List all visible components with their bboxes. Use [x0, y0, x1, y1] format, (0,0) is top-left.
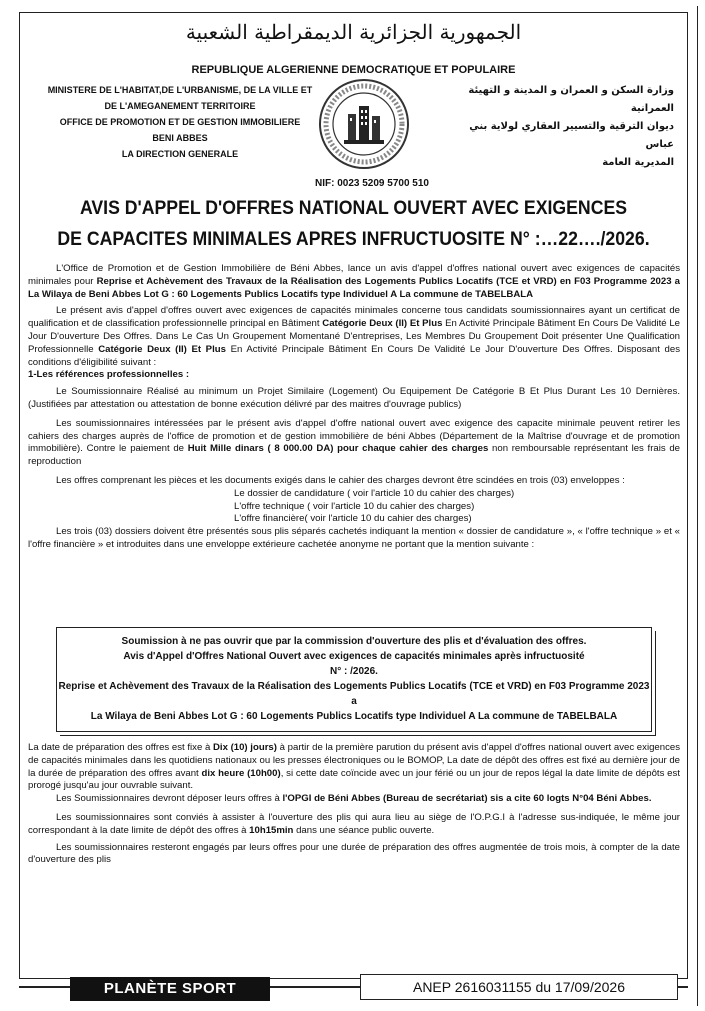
paragraph [28, 742, 680, 793]
text-span: En Activité Principale Bâtiment En Cours De Validité Le Jour D'ouverture Des Offres. Dans Le Cas Un Groupement Momentané D'entreprises, Les Membres Du Groupement Doit présenter Une Qualification Professionnelle [28, 318, 681, 355]
opgi-seal-icon [318, 78, 410, 170]
paragraph: Les soumissionnaires resteront engagés par leurs offres pour une durée de préparation des offres augmentée de trois mois, à compter de la date d'ouverture des plis [28, 841, 680, 866]
bold-span: Catégorie Deux (II) Et Plus [98, 343, 226, 355]
envelope-item: L'offre technique ( voir l'article 10 du cahier des charges) [234, 500, 475, 512]
section-heading [28, 369, 680, 382]
section-label: PLANÈTE SPORT [70, 977, 270, 1001]
ministry-line-ar: المديرية العامة [602, 157, 674, 168]
nif-number: NIF: 0023 5209 5700 510 [315, 178, 429, 189]
paragraph [28, 305, 680, 369]
bold-span: 10h15min [249, 824, 294, 836]
notice-body-2 [28, 742, 680, 867]
ministry-line: BENI ABBES [152, 133, 208, 143]
box-line: Avis d'Appel d'Offres National Ouvert avec exigences de capacités minimales après infructuosité [123, 651, 585, 662]
envelope-item: Le dossier de candidature ( voir l'article 10 du cahier des charges) [234, 487, 515, 499]
text-span: dans une séance public ouverte. [293, 824, 435, 836]
text-span: non remboursable représentant les frais de reproduction [28, 443, 680, 468]
ministry-block-ar [440, 82, 674, 172]
paragraph: Les trois (03) dossiers doivent être présentés sous plis séparés cachetés indiquant la mention « dossier de candidature », « l'offre technique » et « l'offre financière » et introduites dans une enveloppe extérieure cachetée anonyme ne portant que la mention suivante : [28, 526, 680, 550]
ministry-line: OFFICE DE PROMOTION ET DE GESTION IMMOBILIERE [59, 117, 301, 127]
notice-title-line: AVIS D'APPEL D'OFFRES NATIONAL OUVERT AVEC EXIGENCES [79, 198, 628, 219]
notice-title [42, 193, 664, 255]
arabic-republic-title: الجمهورية الجزائرية الديمقراطية الشعبية [185, 20, 522, 44]
box-line: N° : /2026. [330, 666, 378, 677]
bold-span: Dix (10) jours) [212, 742, 277, 753]
notice-body [28, 263, 680, 552]
envelope-mention-box [56, 627, 652, 732]
paragraph: Les offres comprenant les pièces et les documents exigés dans le cahier des charges devront être scindées en trois (03) enveloppes : [56, 474, 625, 486]
text-span: Les soumissionnaires intéressées par le présent avis d'appel d'offre national ouvert avec exigence des capacite minimale peuvent retirer les cahiers des charges auprès de l'office de promotion et de gestion immobilière de béni Abbes (Département de la Maîtrise d'ouvrage et de promotion immobilière). Contre le paiement de [28, 417, 680, 455]
paragraph [28, 812, 680, 838]
bold-span: l'OPGI de Béni Abbes (Bureau de secrétariat) sis a cite 60 logts N°04 Béni Abbes. [282, 793, 652, 805]
ministry-line: MINISTERE DE L'HABITAT,DE L'URBANISME, DE LA VILLE ET [47, 85, 313, 95]
ministry-block-fr [30, 82, 330, 162]
ministry-line: DE L'AMEGANEMENT TERRITOIRE [104, 101, 256, 111]
paragraph [28, 263, 680, 301]
bold-span: 1-Les références professionnelles : [28, 369, 190, 381]
notice-title-line: DE CAPACITES MINIMALES APRES INFRUCTUOSITE N° :…22…./2026. [57, 229, 650, 250]
text-span: Les soumissionnaires sont conviés à assister à l'ouverture des plis qui aura lieu au siège de l'O.P.G.I à l'adresse sus-indiquée, le même jour correspondant à la date limite de dépôt des offres à [28, 811, 680, 836]
box-line: Soumission à ne pas ouvrir que par la commission d'ouverture des plis et d'évaluation des offres. [121, 636, 587, 647]
text-span: La date de préparation des offres est fixe à [28, 742, 213, 753]
ministry-line: LA DIRECTION GENERALE [121, 149, 239, 159]
text-span: L'Office de Promotion et de Gestion Immobilière de Béni Abbes, lance un avis d'appel d'offres national ouvert avec exigences de capacités minimales pour [28, 263, 680, 287]
bold-span: Huit Mille dinars ( 8 000.00 DA) pour chaque cahier des charges [187, 443, 489, 455]
paragraph: Le Soumissionnaire Réalisé au minimum un Projet Similaire (Logement) Ou Equipement De Catégorie B Et Plus Durant Les 10 Dernières. (Justifiées par attestation ou attestation de bonne exécution délivré par des maitres d'ouvrage publics) [28, 386, 680, 410]
bold-span: Catégorie Deux (II) Et Plus [322, 318, 443, 330]
box-line: La Wilaya de Beni Abbes Lot G : 60 Logements Publics Locatifs type Individuel A La commune de TABELBALA [90, 711, 618, 722]
paragraph [28, 793, 680, 806]
text-span: , si cette date coïncide avec un jour férié ou un jour de repos légal la date limite de dépôts est prorogé jusqu'au jour ouvrable suivant. [28, 767, 680, 792]
ministry-line-ar: ديوان الترقية والتسيير العقاري لولاية بني عباس [469, 121, 674, 150]
column-rule [697, 6, 698, 1006]
box-line: Reprise et Achèvement des Travaux de la Réalisation des Logements Publics Locatifs (TCE et VRD) en F03 Programme 2023 a [58, 681, 650, 707]
ministry-line-ar: وزارة السكن و العمران و المدينة و التهيئة العمرانية [468, 85, 674, 114]
republic-title-fr: REPUBLIQUE ALGERIENNE DEMOCRATIQUE ET POPULAIRE [191, 64, 516, 76]
text-span: Les Soumissionnaires devront déposer leurs offres à [56, 793, 283, 805]
envelope-item: L'offre financière( voir l'article 10 du cahier des charges) [234, 513, 472, 525]
bold-span: Reprise et Achèvement des Travaux de la Réalisation des Logements Publics Locatifs (TCE et VRD) en F03 Programme 2023 a La Wilaya de Beni Abbes Lot G : 60 Logements Publics Locatifs type Individuel A La commune de TABELBALA [28, 275, 680, 300]
text-span: En Activité Principale Bâtiment En Cours De Validité Le Jour D'ouverture Des Offres. Disposant des conditions d'éligibilité suivant : [28, 343, 680, 368]
text-span: Le présent avis d'appel d'offres ouvert avec exigences de capacités minimales concerne tous candidats soumissionnaires ayant un certificat de qualification et de classification professionnelle principal en Bâtiment [28, 305, 680, 330]
bold-span: dix heure (10h00) [201, 767, 281, 779]
anep-reference: ANEP 2616031155 du 17/09/2026 [360, 974, 678, 1000]
paragraph [28, 418, 680, 469]
text-span: à partir de la première parution du présent avis d'appel d'offres national ouvert avec exigences de capacités minimales dans les quotidiens nationaux ou les presses électroniques ou le BOMOP, La date de dépôt des offres est fixé au dernière jour de la durée de préparation des offres avant [28, 742, 681, 779]
